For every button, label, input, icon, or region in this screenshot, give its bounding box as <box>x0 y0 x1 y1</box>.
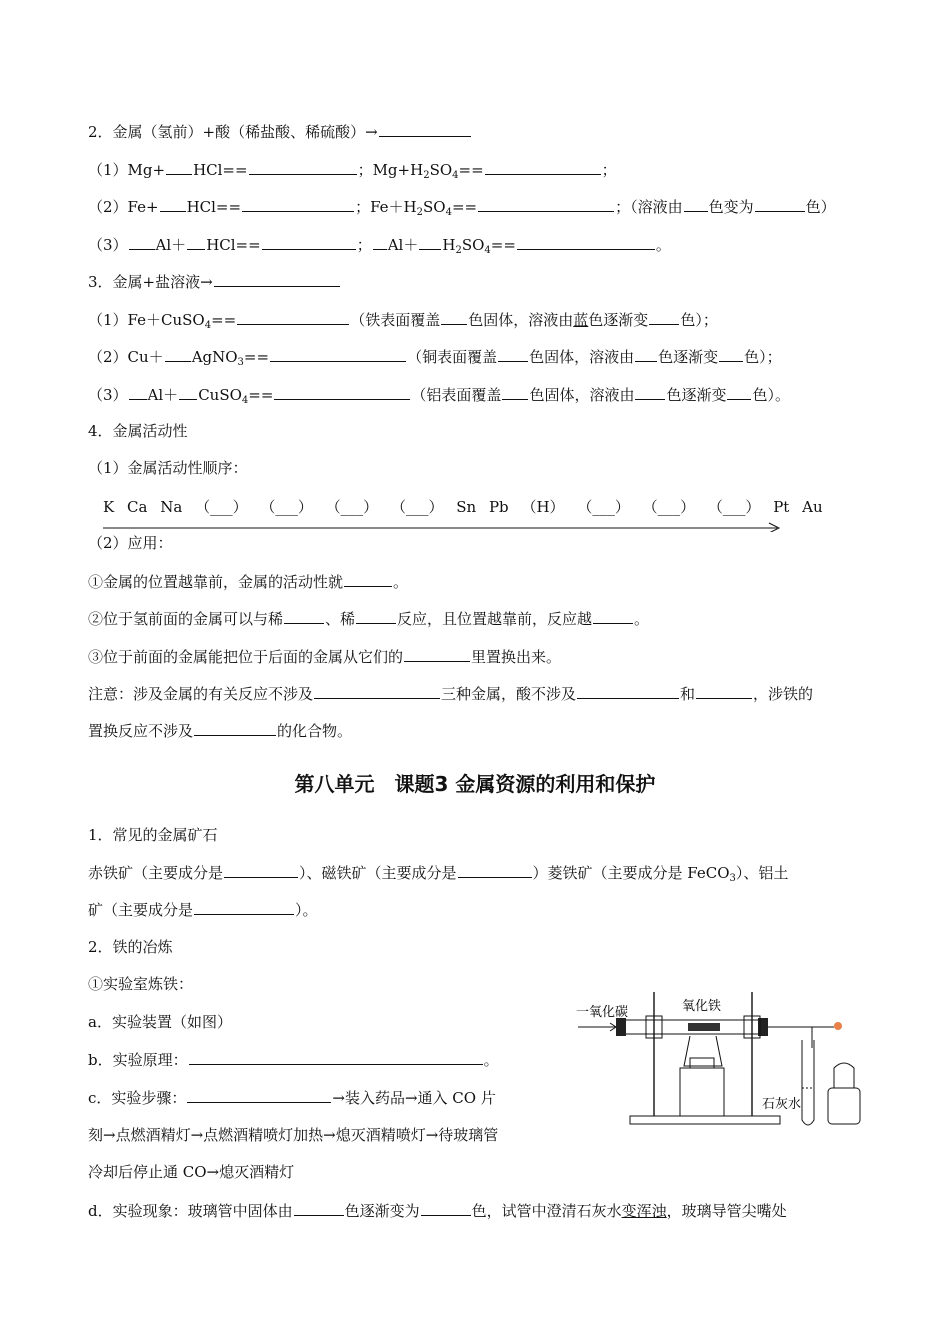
ore-heading: 1．常见的金属矿石 <box>88 826 218 844</box>
series-item: （___） <box>390 498 444 516</box>
series-item: （___） <box>642 498 696 516</box>
series-item: （___） <box>195 498 248 516</box>
blank[interactable] <box>696 683 752 699</box>
blank[interactable] <box>165 346 191 362</box>
series-arrow <box>103 520 783 532</box>
ore-line2: 矿（主要成分是 ）。 <box>88 901 318 919</box>
iron-c-cont2: 冷却后停止通 CO→熄灭酒精灯 <box>88 1163 295 1181</box>
blank[interactable] <box>242 196 354 212</box>
blank[interactable] <box>719 346 743 362</box>
blank[interactable] <box>224 862 298 878</box>
ore-line1: 赤铁矿（主要成分是 ）、磁铁矿（主要成分是 ）菱铁矿（主要成分是 FeCO$_3$）、铝土 <box>88 864 789 884</box>
iron-b: b．实验原理： 。 <box>88 1051 499 1069</box>
blank[interactable] <box>755 196 805 212</box>
blank[interactable] <box>187 1087 331 1103</box>
blank[interactable] <box>379 121 471 137</box>
blank[interactable] <box>166 159 192 175</box>
blank[interactable] <box>727 384 751 400</box>
series-item: K <box>103 498 115 516</box>
blank[interactable] <box>314 683 440 699</box>
blank[interactable] <box>294 1200 344 1216</box>
blank[interactable] <box>129 234 155 250</box>
blank[interactable] <box>421 1200 471 1216</box>
series-item: Au <box>802 498 823 516</box>
sec4-sub2: （2）应用： <box>88 534 173 552</box>
sec4-sub1: （1）金属活动性顺序： <box>88 459 248 477</box>
blank[interactable] <box>189 1049 483 1065</box>
blank[interactable] <box>237 309 349 325</box>
sec2-line1: （1）Mg+ HCl== ；$Mg+H_2SO_4==$ ； <box>88 161 617 181</box>
blank[interactable] <box>485 159 601 175</box>
blank[interactable] <box>270 346 406 362</box>
sec3-line1: （1）Fe＋CuSO$_4$== （铁表面覆盖 色固体，溶液由蓝色逐渐变 色）； <box>88 311 718 331</box>
blank[interactable] <box>187 234 205 250</box>
series-item: （___） <box>260 498 313 516</box>
sec3-heading: 3．金属+盐溶液→ <box>88 271 341 292</box>
sec3-line3: （3） Al＋ CuSO$_4$== （铝表面覆盖 色固体，溶液由 色逐渐变 色）。 <box>88 386 790 406</box>
blank[interactable] <box>684 196 708 212</box>
series-item: Pt <box>773 498 790 516</box>
blank[interactable] <box>478 196 614 212</box>
sec2-line2: （2）Fe+ HCl== ；$Fe+H_2SO_4==$ ；（溶液由 色变为 色） <box>88 198 836 218</box>
blank[interactable] <box>284 608 324 624</box>
blank[interactable] <box>441 309 467 325</box>
page-title: 第八单元 课题3 金属资源的利用和保护 <box>294 772 656 796</box>
series-item: Na <box>160 498 183 516</box>
note-line1: 注意：涉及金属的有关反应不涉及 三种金属，酸不涉及 和 ，涉铁的 <box>88 685 814 703</box>
blank[interactable] <box>262 234 356 250</box>
blank[interactable] <box>577 683 679 699</box>
app-1: ①金属的位置越靠前，金属的活动性就 。 <box>88 573 409 591</box>
note-line2: 置换反应不涉及 的化合物。 <box>88 722 353 740</box>
blank[interactable] <box>373 234 387 250</box>
activity-series <box>103 496 831 517</box>
blank[interactable] <box>593 608 633 624</box>
app-3: ③位于前面的金属能把位于后面的金属从它们的 里置换出来。 <box>88 648 562 666</box>
blank[interactable] <box>517 234 655 250</box>
sec2-heading: 2．金属（氢前）+酸（稀盐酸、稀硫酸）→ <box>88 121 472 142</box>
blank[interactable] <box>502 384 528 400</box>
blank[interactable] <box>214 271 340 287</box>
blank[interactable] <box>635 384 665 400</box>
sec2-line3: （3） Al＋ HCl== ； $Al+ H_2SO_4==$ 。 <box>88 236 671 256</box>
blank[interactable] <box>274 384 410 400</box>
blank[interactable] <box>649 309 679 325</box>
iron-d: d．实验现象：玻璃管中固体由 色逐渐变为 色，试管中澄清石灰水变浑浊，玻璃导管尖嘴处 <box>88 1202 787 1220</box>
blank[interactable] <box>498 346 528 362</box>
series-item: （___） <box>325 498 379 516</box>
sec3-line2: （2）Cu＋ AgNO$_3$== （铜表面覆盖 色固体，溶液由 色逐渐变 色）； <box>88 348 782 368</box>
app-2: ②位于氢前面的金属可以与稀 、稀 反应，且位置越靠前，反应越 。 <box>88 610 650 628</box>
series-item: Sn <box>456 498 477 516</box>
blank[interactable] <box>194 899 294 915</box>
lime-label: 石灰水 <box>762 1097 802 1112</box>
blank[interactable] <box>356 608 396 624</box>
iron-a: a．实验装置（如图） <box>88 1013 232 1031</box>
blank[interactable] <box>179 384 197 400</box>
blank[interactable] <box>419 234 441 250</box>
blank[interactable] <box>249 159 357 175</box>
series-item: （H） <box>521 498 565 516</box>
apparatus-diagram <box>572 988 872 1138</box>
blank[interactable] <box>458 862 532 878</box>
blank[interactable] <box>129 384 147 400</box>
series-item: （___） <box>707 498 761 516</box>
iron-heading: 2．铁的冶炼 <box>88 938 173 956</box>
blank[interactable] <box>404 646 470 662</box>
blank[interactable] <box>160 196 186 212</box>
blank[interactable] <box>635 346 657 362</box>
iron-lab: ①实验室炼铁： <box>88 975 194 993</box>
blank[interactable] <box>194 720 276 736</box>
series-item: Ca <box>127 498 148 516</box>
blank[interactable] <box>344 571 392 587</box>
co-label: 一氧化碳 <box>576 1005 629 1020</box>
iron-c: c．实验步骤： →装入药品→通入 CO 片 <box>88 1089 496 1107</box>
iron-c-cont1: 刻→点燃酒精灯→点燃酒精喷灯加热→熄灭酒精喷灯→待玻璃管 <box>88 1126 499 1144</box>
series-item: （___） <box>577 498 630 516</box>
fe2o3-label: 氧化铁 <box>682 999 722 1014</box>
sec4-heading: 4．金属活动性 <box>88 422 188 440</box>
series-item: Pb <box>488 498 509 516</box>
